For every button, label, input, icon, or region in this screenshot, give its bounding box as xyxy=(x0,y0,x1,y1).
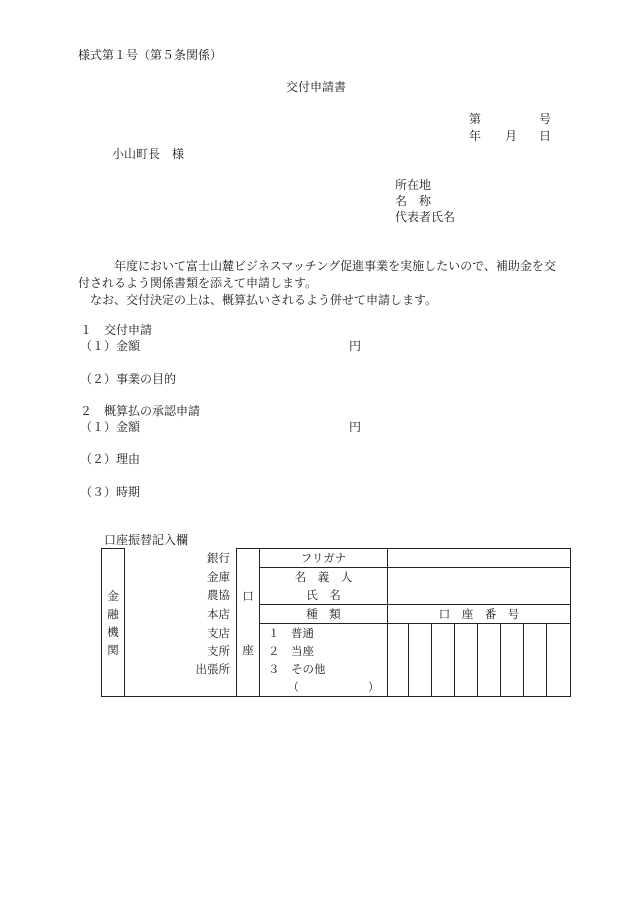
branch-type-shuchojo: 出張所 xyxy=(125,660,237,678)
section2-timing-label: （３）時期 xyxy=(80,485,141,499)
date-month: 月 xyxy=(505,129,518,143)
holder-label-line1: 名 義 人 xyxy=(260,568,388,587)
doc-number-prefix: 第 xyxy=(469,112,482,126)
account-digit-2[interactable] xyxy=(409,624,432,697)
account-digit-5[interactable] xyxy=(478,624,501,697)
date-day: 日 xyxy=(539,129,552,143)
bank-type-nokyo: 農協 xyxy=(125,586,237,605)
account-caption: 口座振替記入欄 xyxy=(104,533,189,547)
form-number: 様式第１号（第５条関係） xyxy=(78,48,223,62)
type-option-toza[interactable]: ２ 当座 xyxy=(260,642,388,660)
body-text xyxy=(78,258,558,309)
section1-purpose-label: （２）事業の目的 xyxy=(80,372,177,386)
branch-type-honten: 本店 xyxy=(125,605,237,624)
account-table xyxy=(101,548,571,697)
bank-type-bank: 銀行 xyxy=(125,549,237,568)
section1-yen: 円 xyxy=(349,339,362,353)
applicant-representative-label: 代表者氏名 xyxy=(395,210,456,224)
section2-amount-label: （１）金額 xyxy=(80,420,141,434)
section2-heading: ２ 概算払の承認申請 xyxy=(80,404,201,418)
financial-institution-label: 金 融 機 関 xyxy=(102,549,125,697)
date-year: 年 xyxy=(469,129,482,143)
account-digit-8[interactable] xyxy=(547,624,571,697)
applicant-name-label: 名 称 xyxy=(395,194,432,208)
type-header: 種 類 xyxy=(260,605,388,624)
section1-amount-label: （１）金額 xyxy=(80,339,141,353)
account-digit-7[interactable] xyxy=(524,624,547,697)
section2-yen: 円 xyxy=(349,420,362,434)
furigana-label: フリガナ xyxy=(260,549,388,568)
type-option-other[interactable]: ３ その他 xyxy=(260,660,388,678)
type-other-paren[interactable]: （ ） xyxy=(260,678,388,697)
section2-reason-label: （２）理由 xyxy=(80,452,141,466)
branch-type-shisho: 支所 xyxy=(125,642,237,660)
furigana-input[interactable] xyxy=(388,549,571,568)
doc-number-suffix: 号 xyxy=(539,112,552,126)
applicant-address-label: 所在地 xyxy=(395,178,432,192)
branch-type-shiten: 支店 xyxy=(125,624,237,643)
body-paragraph-1: 年度において富士山麓ビジネスマッチング促進事業を実施したいので、補助金を交付されるよう関係書類を添えて申請します。 xyxy=(78,259,556,290)
holder-name-input[interactable] xyxy=(388,568,571,605)
koza-char-1: 口 xyxy=(237,549,260,605)
account-digit-4[interactable] xyxy=(455,624,478,697)
account-number-header: 口 座 番 号 xyxy=(388,605,571,624)
account-digit-1[interactable] xyxy=(388,624,409,697)
bank-type-kinko: 金庫 xyxy=(125,568,237,587)
holder-label-line2: 氏 名 xyxy=(260,586,388,605)
type-option-futsu[interactable]: １ 普通 xyxy=(260,624,388,643)
account-digit-6[interactable] xyxy=(501,624,524,697)
addressee: 小山町長 様 xyxy=(112,147,185,161)
branch-blank xyxy=(125,678,237,697)
account-digit-3[interactable] xyxy=(432,624,455,697)
page-title: 交付申請書 xyxy=(286,80,347,94)
koza-char-2: 座 xyxy=(237,605,260,697)
section1-heading: １ 交付申請 xyxy=(80,323,153,337)
body-paragraph-2: なお、交付決定の上は、概算払いされるよう併せて申請します。 xyxy=(90,293,438,307)
